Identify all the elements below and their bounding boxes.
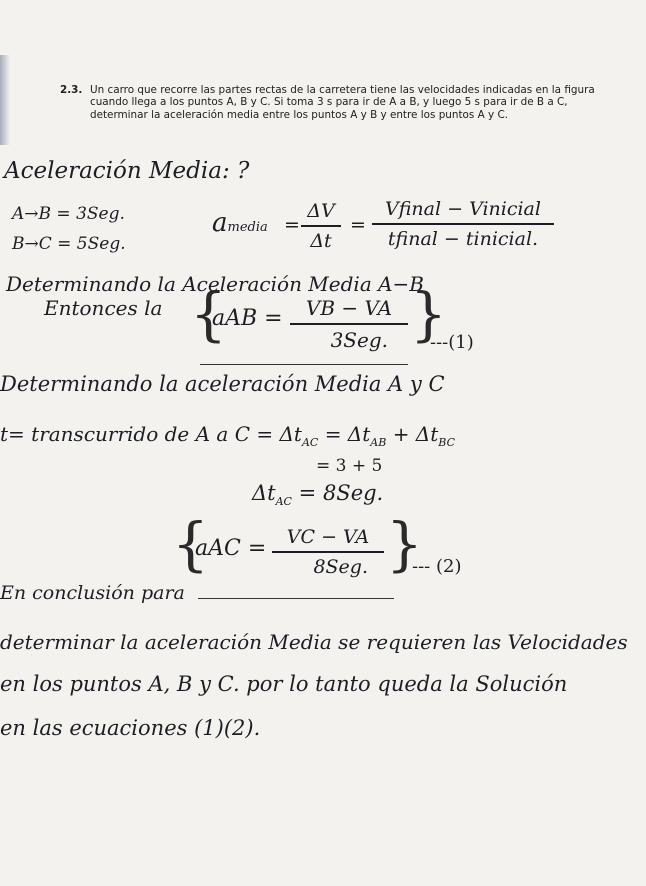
- problem-text: Un carro que recorre las partes rectas de la carretera tiene las velocidades indicadas en la figura cuando llega a los puntos A, B y C. Si toma 3 s para ir de A a B, y luego 5 s para ir de B a C, determinar la aceleración media entre los puntos A y B y entre los puntos A y C.: [90, 84, 595, 121]
- formula-delta-num: ΔV: [307, 200, 335, 222]
- aab-underline: [200, 364, 408, 365]
- line-ab-heading: Determinando la Aceleración Media A−B: [6, 272, 424, 296]
- problem-statement: [60, 84, 608, 121]
- aab-fraction: [290, 296, 408, 352]
- aac-rule: [272, 551, 384, 553]
- formula-eq2: =: [350, 214, 366, 236]
- brace-left-2: {: [172, 510, 209, 578]
- line-ab-entonces: Entonces la: [44, 296, 163, 320]
- aac-num: VC − VA: [286, 526, 370, 548]
- aac-tag: --- (2): [412, 556, 462, 577]
- line-ac-heading: Determinando la aceleración Media A y C: [0, 372, 445, 396]
- formula-delta-den: Δt: [310, 229, 332, 252]
- page-edge-shadow: [0, 55, 10, 145]
- formula-eq1: =: [284, 214, 300, 236]
- aab-den: 3Seg.: [330, 327, 388, 352]
- aab-rule: [290, 323, 408, 325]
- brace-left-1: {: [190, 280, 227, 348]
- notes-title: Aceleración Media: ?: [4, 158, 250, 184]
- aab-lhs: aAB =: [212, 306, 283, 331]
- aab-num: VB − VA: [305, 296, 393, 320]
- formula-full-rule: [372, 223, 554, 225]
- aac-lhs: aAC =: [195, 536, 267, 561]
- dt-ac-result: $\Delta t_{AC} = 8Seg$.: [252, 481, 384, 509]
- aac-underline: [198, 598, 394, 599]
- conclusion-line-2: determinar la aceleración Media se requieren las Velocidades: [0, 630, 628, 654]
- formula-delta-fraction: [297, 200, 345, 252]
- formula-delta-rule: [301, 225, 341, 227]
- conclusion-line-3: en los puntos A, B y C. por lo tanto queda la Solución: [0, 672, 568, 696]
- time-b-c: B→C = 5Seg.: [12, 234, 126, 254]
- brace-right-1: }: [410, 280, 447, 348]
- conclusion-line-1: En conclusión para: [0, 582, 185, 604]
- formula-full-den: tfinal − tinicial.: [387, 227, 539, 250]
- line-ac-transcurrido: t= transcurrido de A a $C = \Delta t_{AC} = \Delta t_{AB} + \Delta t_{BC}$: [0, 422, 456, 449]
- aab-tag: ---(1): [430, 332, 474, 353]
- formula-lhs: amedia: [212, 208, 268, 238]
- conclusion-line-4: en las ecuaciones (1)(2).: [0, 716, 261, 740]
- formula-full-fraction: [368, 198, 558, 250]
- aac-den: 8Seg.: [313, 555, 368, 578]
- brace-right-2: }: [386, 510, 423, 578]
- time-a-b: A→B = 3Seg.: [12, 204, 125, 224]
- aac-fraction: [272, 526, 384, 578]
- sum-line: = 3 + 5: [316, 456, 383, 476]
- formula-full-num: Vfinal − Vinicial: [385, 198, 541, 220]
- problem-number: 2.3.: [60, 84, 83, 96]
